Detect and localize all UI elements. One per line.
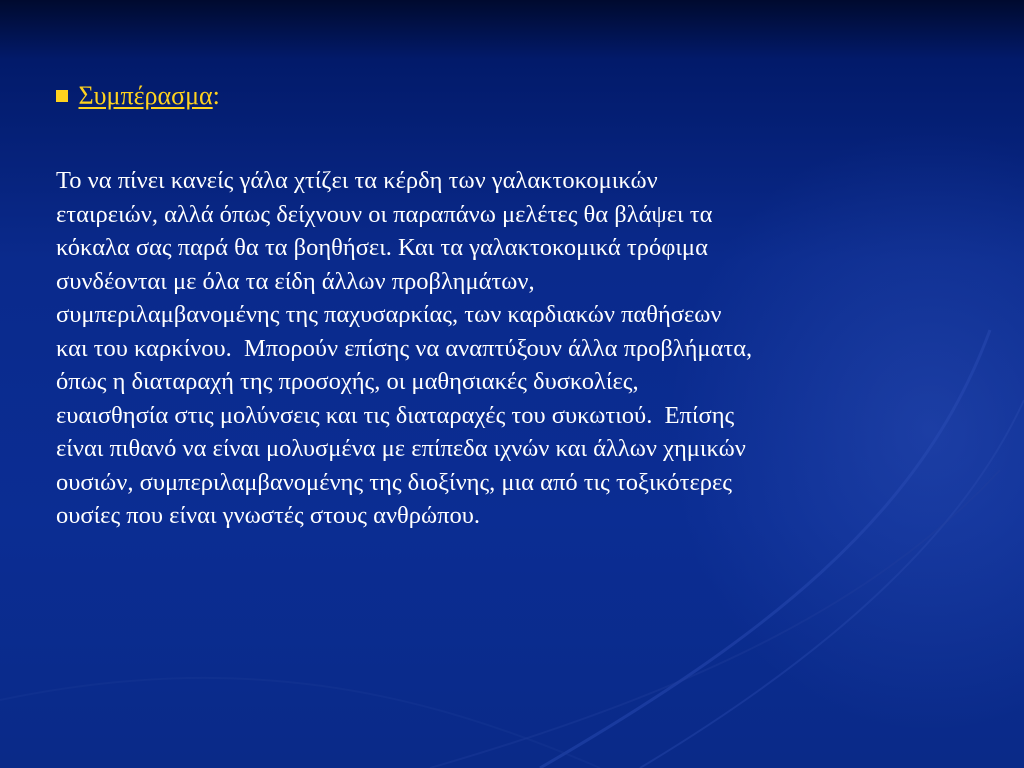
body-line: όπως η διαταραχή της προσοχής, οι μαθησιακές δυσκολίες,: [56, 368, 639, 395]
heading-colon: :: [212, 81, 220, 110]
body-line: συμπεριλαμβανομένης της παχυσαρκίας, των καρδιακών παθήσεων: [56, 301, 722, 328]
body-line: ευαισθησία στις μολύνσεις και τις διαταραχές του συκωτιού. Επίσης: [56, 401, 735, 429]
slide-content: [56, 74, 976, 533]
body-line: εταιρειών, αλλά όπως δείχνουν οι παραπάνω μελέτες θα βλάψει τα: [56, 200, 713, 228]
body-line: συνδέονται με όλα τα είδη άλλων προβλημάτων,: [56, 267, 535, 295]
body-line: ουσιών, συμπεριλαμβανομένης της διοξίνης, μια από τις τοξικότερες: [56, 468, 732, 496]
body-line: Το να πίνει κανείς γάλα χτίζει τα κέρδη των γαλακτοκομικών: [56, 167, 658, 194]
body-line: ουσίες που είναι γνωστές στους ανθρώπου.: [56, 502, 481, 529]
body-paragraph: [56, 164, 976, 533]
body-line: και του καρκίνου. Μπορούν επίσης να αναπτύξουν άλλα προβλήματα,: [56, 334, 753, 362]
body-line: είναι πιθανό να είναι μολυσμένα με επίπεδα ιχνών και άλλων χημικών: [56, 435, 746, 462]
square-bullet-icon: [56, 90, 68, 102]
conclusion-heading: Συμπέρασμα: [78, 81, 213, 110]
heading-line: [56, 74, 976, 118]
body-line: κόκαλα σας παρά θα τα βοηθήσει. Και τα γαλακτοκομικά τρόφιμα: [56, 234, 708, 261]
